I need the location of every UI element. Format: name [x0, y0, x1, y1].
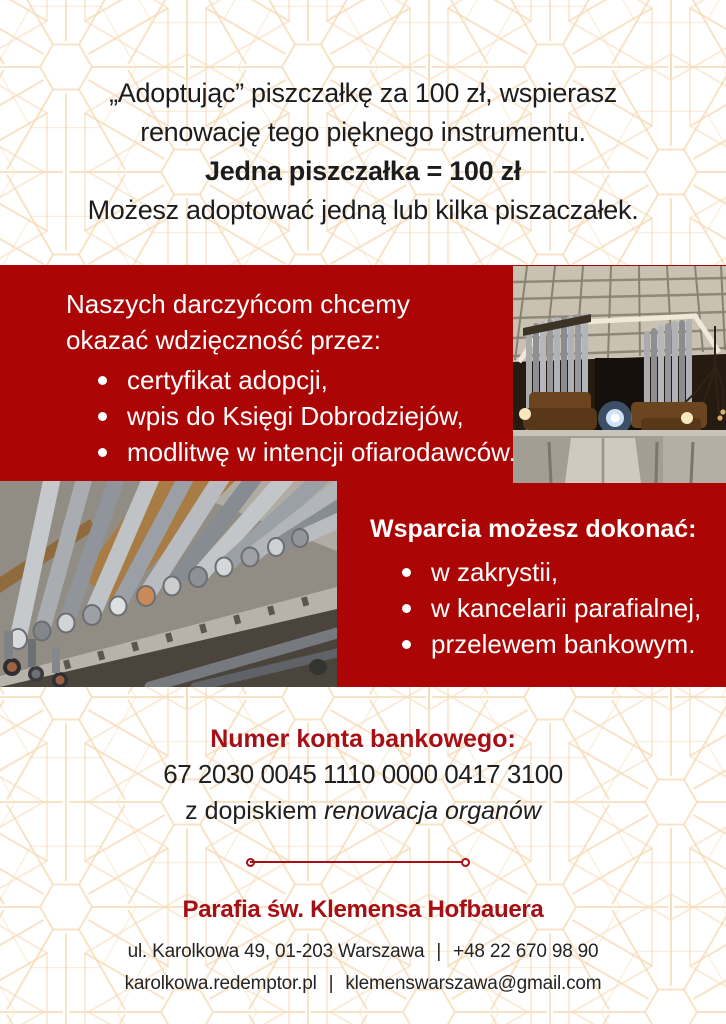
intro-line-4: Możesz adoptować jedną lub kilka piszaczałek.	[87, 195, 639, 225]
bank-details-section	[0, 722, 726, 829]
bullet-label: modlitwę w intencji ofiarodawców.	[127, 437, 516, 467]
separator: |	[436, 941, 442, 962]
bullet-dot-icon	[98, 448, 107, 457]
organ-pipes-photo	[0, 481, 337, 687]
divider-line	[250, 861, 466, 863]
list-item	[370, 626, 701, 662]
bullet-dot-icon	[402, 604, 411, 613]
list-item	[66, 362, 516, 398]
bullet-dot-icon	[402, 640, 411, 649]
list-item	[66, 434, 516, 470]
church-organ-loft-photo	[513, 266, 726, 483]
bullet-dot-icon	[98, 412, 107, 421]
intro-text-block	[0, 74, 726, 230]
parish-name: Parafia św. Klemensa Hofbauera	[182, 896, 544, 923]
ornamental-divider	[246, 858, 470, 867]
website-text: karolkowa.redemptor.pl	[124, 973, 317, 994]
bullet-dot-icon	[402, 568, 411, 577]
list-item	[66, 398, 516, 434]
email-text: klemenswarszawa@gmail.com	[345, 973, 602, 994]
gratitude-line-2: okazać wdzięczność przez:	[66, 325, 382, 355]
bank-transfer-note	[0, 793, 726, 829]
list-item	[370, 590, 701, 626]
bullet-label: w zakrystii,	[431, 557, 559, 587]
intro-line-2: renowację tego pięknego instrumentu.	[140, 117, 586, 147]
bank-account-number: 67 2030 0045 1110 0000 0417 3100	[163, 759, 563, 789]
support-bullet-list	[370, 554, 701, 662]
support-heading: Wsparcia możesz dokonać:	[370, 515, 697, 543]
red-band-section	[0, 265, 726, 687]
bank-note-prefix: z dopiskiem	[185, 797, 325, 825]
contact-line-2	[0, 968, 726, 1000]
bank-note-title: renowacja organów	[324, 797, 541, 825]
support-text-block	[370, 511, 701, 662]
divider-endpoint-icon	[461, 858, 470, 867]
bank-heading: Numer konta bankowego:	[210, 725, 516, 753]
gratitude-line-1: Naszych darczyńcom chcemy	[66, 289, 410, 319]
bullet-label: wpis do Księgi Dobrodziejów,	[127, 401, 464, 431]
gratitude-bullet-list	[66, 362, 516, 470]
intro-line-1: „Adoptując” piszczałkę za 100 zł, wspierasz	[109, 78, 617, 108]
phone-text: +48 22 670 98 90	[453, 941, 599, 962]
contact-line-1	[0, 936, 726, 968]
bullet-label: certyfikat adopcji,	[127, 365, 328, 395]
address-text: ul. Karolkowa 49, 01-203 Warszawa	[127, 941, 425, 962]
list-item	[370, 554, 701, 590]
gratitude-text-block	[66, 286, 516, 470]
separator: |	[328, 973, 334, 994]
bullet-label: w kancelarii parafialnej,	[431, 593, 702, 623]
footer-contact-section	[0, 894, 726, 1000]
intro-price-line: Jedna piszczałka = 100 zł	[205, 156, 521, 186]
bullet-label: przelewem bankowym.	[431, 629, 696, 659]
bullet-dot-icon	[98, 376, 107, 385]
